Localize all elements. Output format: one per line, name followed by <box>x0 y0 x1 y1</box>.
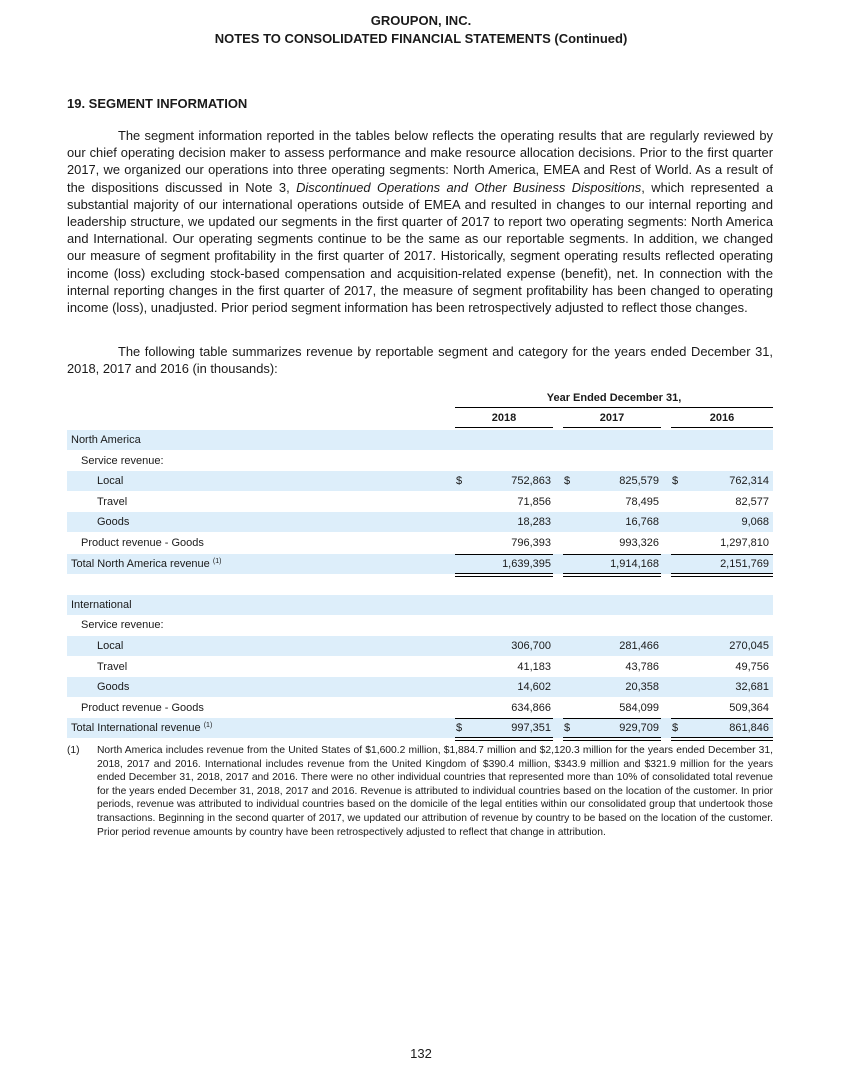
intro-text-a: The segment information reported in the tables below reflects the operating results that are regularly reviewed by our chief operating decision maker to assess performance and make resource allocation decisions. Prior to the first quarter 2017, we organized our operations into three operating segments: North America, EMEA and Rest of World. As a result of the dispositions discussed in Note 3, <box>67 128 773 195</box>
cell-value: 796,393 <box>511 537 551 549</box>
total-top-rule <box>563 718 661 719</box>
cell-value: 634,866 <box>511 701 551 714</box>
row-label: Local <box>97 640 124 652</box>
row-label: Product revenue - Goods <box>81 537 204 549</box>
cell-value: 825,579 <box>619 475 659 488</box>
document-subtitle: NOTES TO CONSOLIDATED FINANCIAL STATEMENTS (Continued) <box>214 31 628 46</box>
row-label: Travel <box>97 495 128 508</box>
cell-value: 762,314 <box>729 475 769 488</box>
cell-value: 78,495 <box>625 495 659 508</box>
table-row <box>67 636 773 656</box>
table-row <box>67 698 773 718</box>
row-label: Product revenue - Goods <box>81 701 204 714</box>
row-label: North America <box>71 434 141 446</box>
revenue-table <box>67 390 773 740</box>
total-top-rule <box>671 554 773 555</box>
year-header-2016: 2016 <box>709 412 735 424</box>
cell-value: 306,700 <box>511 640 551 652</box>
footnote-ref: (1) <box>212 557 222 565</box>
cell-value: 32,681 <box>735 681 769 694</box>
table-row <box>67 512 773 532</box>
page-number: 132 <box>410 1046 432 1061</box>
cell-value: 1,914,168 <box>610 557 659 570</box>
table-row <box>67 451 773 471</box>
total-double-rule <box>563 737 661 741</box>
cell-value: 43,786 <box>625 660 659 673</box>
year-rule-2016 <box>671 427 773 428</box>
total-top-rule <box>671 718 773 719</box>
row-label: Travel <box>97 660 128 673</box>
cell-value: 1,297,810 <box>720 537 769 549</box>
total-top-rule <box>563 554 661 555</box>
cell-value: 16,768 <box>625 516 659 529</box>
currency-symbol: $ <box>564 475 571 488</box>
total-double-rule <box>455 737 553 741</box>
table-row <box>67 615 773 635</box>
row-label: Service revenue: <box>81 619 164 632</box>
row-label: Local <box>97 475 124 488</box>
cell-value: 270,045 <box>729 640 769 652</box>
section-title: 19. SEGMENT INFORMATION <box>67 96 248 111</box>
cell-value: 752,863 <box>511 475 551 488</box>
cell-value: 2,151,769 <box>720 557 769 570</box>
currency-symbol: $ <box>456 475 463 488</box>
cell-value: 71,856 <box>517 495 551 508</box>
cell-value: 509,364 <box>729 701 769 714</box>
cell-value: 1,639,395 <box>502 557 551 570</box>
cell-value: 997,351 <box>511 722 551 735</box>
year-rule-2017 <box>563 427 661 428</box>
intro-paragraph <box>67 127 773 316</box>
table-row <box>67 533 773 553</box>
table-row <box>67 574 773 594</box>
cell-value: 281,466 <box>619 640 659 652</box>
table-row <box>67 430 773 450</box>
table-row <box>67 677 773 697</box>
intro-text-italic: Discontinued Operations and Other Business Dispositions <box>296 179 642 195</box>
intro-text-b: , which represented a substantial majority of our international operations outside of EMEA and resulted in changes to our internal reporting and leadership structure, we updated our segments in the first quarter of 2017 to report two operating segments: North America and International. Our operating segments continue to be the same as our reportable segments. In addition, we changed our measure of segment profitability in the first quarter of 2017. Historically, segment operating results reflected operating income (loss) excluding stock-based compensation and acquisition-related expense (benefit), net. In connection with the internal reporting changes in the first quarter of 2017, the measure of segment profitability has been changed to operating income (loss), unadjusted. Prior period segment information has been retrospectively adjusted to reflect those changes. <box>67 179 773 316</box>
footnote-text: North America includes revenue from the United States of $1,600.2 million, $1,884.7 million and $2,120.3 million for the years ended December 31, 2018, 2017 and 2016. International includes revenue from the United Kingdom of $390.4 million, $343.9 million and $321.9 million for the years ended December 31, 2018, 2017 and 2016. There were no other individual countries that represented more than 10% of consolidated total revenue for the years ended December 31, 2018, 2017 and 2016. Revenue is attributed to individual countries based on the location of the customer. In prior periods, revenue was attributed to individual countries based on the domicile of the legal entities within our consolidated group that undertook those transactions. Beginning in the second quarter of 2017, we updated our attribution of revenue by country to be based on the location of the customer. Prior period revenue amounts by country have been retrospectively adjusted to reflect that change in attribution. <box>97 745 773 838</box>
cell-value: 20,358 <box>625 681 659 694</box>
row-label: Service revenue: <box>81 454 164 467</box>
table-row <box>67 471 773 491</box>
cell-value: 82,577 <box>735 495 769 508</box>
currency-symbol: $ <box>564 722 571 735</box>
total-top-rule <box>455 718 553 719</box>
year-rule-2018 <box>455 427 553 428</box>
currency-symbol: $ <box>672 722 679 735</box>
cell-value: 9,068 <box>741 516 769 529</box>
cell-value: 929,709 <box>619 722 659 735</box>
period-header: Year Ended December 31, <box>546 392 682 404</box>
currency-symbol: $ <box>672 475 679 488</box>
cell-value: 993,326 <box>619 537 659 549</box>
total-double-rule <box>671 737 773 741</box>
cell-value: 41,183 <box>517 660 551 673</box>
cell-value: 18,283 <box>517 516 551 529</box>
year-header-2017: 2017 <box>599 412 625 424</box>
row-label: International <box>71 598 132 611</box>
table-intro-paragraph: The following table summarizes revenue by reportable segment and category for the years ended December 31, 2018, 2017 and 2016 (in thousands): <box>67 344 773 377</box>
footnote-marker: (1) <box>67 745 80 756</box>
table-row <box>67 718 773 738</box>
row-label: Goods <box>97 681 130 694</box>
cell-value: 584,099 <box>619 701 659 714</box>
cell-value: 861,846 <box>729 722 769 735</box>
row-label: Total International revenue $^{(1)}$ <box>71 722 213 735</box>
row-label: Goods <box>97 516 130 529</box>
cell-value: 14,602 <box>517 681 551 694</box>
cell-value: 49,756 <box>735 660 769 673</box>
table-row <box>67 492 773 512</box>
year-header-2018: 2018 <box>491 412 517 424</box>
table-row <box>67 595 773 615</box>
table-row <box>67 554 773 574</box>
row-label: Total North America revenue $^{(1)}$ <box>71 557 222 570</box>
table-row <box>67 657 773 677</box>
footnote-ref: (1) <box>203 722 213 730</box>
company-name: GROUPON, INC. <box>370 13 472 28</box>
currency-symbol: $ <box>456 722 463 735</box>
period-header-rule <box>455 407 773 408</box>
total-top-rule <box>455 554 553 555</box>
